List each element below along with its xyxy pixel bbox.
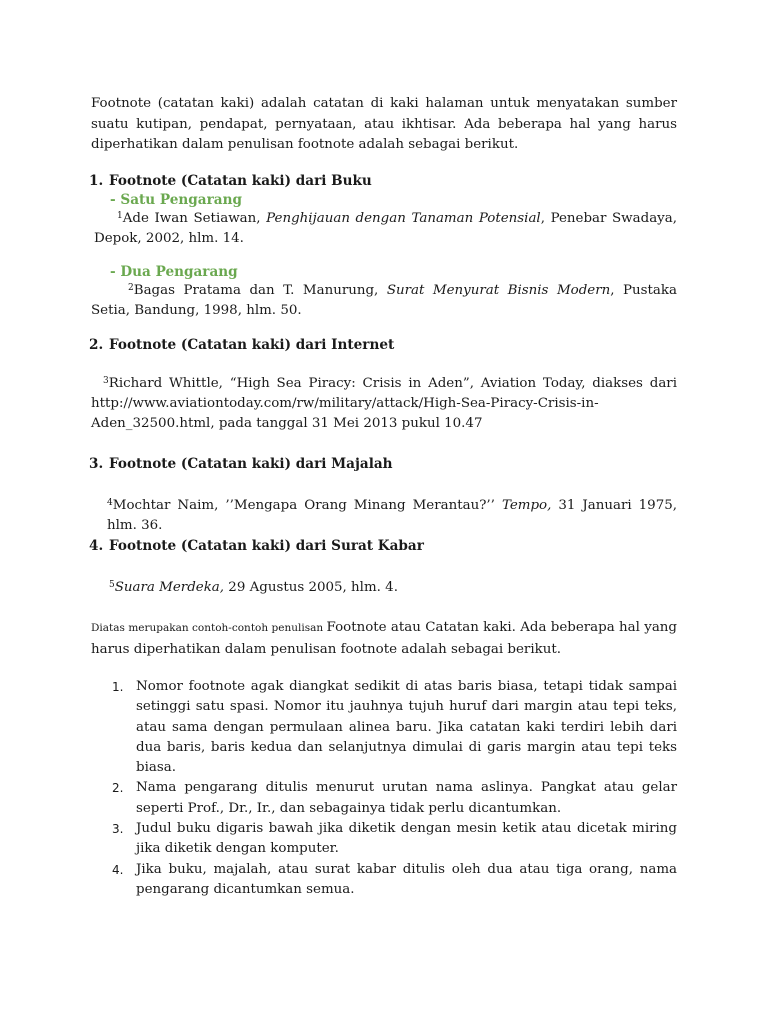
list-number: 2. — [112, 781, 124, 796]
list-item-text: Jika buku, majalah, atau surat kabar ditulis oleh dua atau tiga orang, nama pengarang dicantumkan semua. — [136, 861, 677, 897]
closing-text: Footnote atau Catatan kaki. Ada beberapa hal yang harus diperhatikan dalam penulisan footnote adalah sebagai berikut. — [91, 620, 678, 657]
section-number: 3. — [89, 456, 104, 472]
list-item — [91, 860, 677, 901]
section-title: Footnote (Catatan kaki) dari Surat Kabar — [109, 538, 424, 554]
footnote-details: , Penebar Swadaya, Depok, 2002, hlm. 14. — [94, 211, 677, 246]
closing-paragraph — [91, 617, 677, 660]
section-heading-newspaper — [89, 538, 424, 554]
section-number: 1. — [89, 173, 104, 189]
section-title: Footnote (Catatan kaki) dari Majalah — [109, 456, 393, 472]
subheading-single-author: - Satu Pengarang — [110, 192, 242, 208]
list-item-text: Judul buku digaris bawah jika diketik dengan mesin ketik atau dicetak miring jika diketik dengan komputer. — [136, 821, 677, 857]
list-item — [91, 819, 677, 860]
footnote-details: 29 Agustus 2005, hlm. 4. — [224, 580, 398, 595]
list-item-text: Nomor footnote agak diangkat sedikit di atas baris biasa, tetapi tidak sampai setinggi satu spasi. Nomor itu jauhnya tujuh huruf dari margin atau tepi teks, atau sama dengan permulaan alinea baru. Jika catatan kaki terdiri lebih dari dua baris, baris kedua dan selanjutnya dimulai di garis margin atau tepi teks biasa. — [136, 679, 677, 776]
subheading-two-authors: - Dua Pengarang — [110, 264, 238, 280]
section-title: Footnote (Catatan kaki) dari Buku — [109, 173, 372, 189]
footnote-number: 3 — [103, 376, 109, 386]
footnote-author: Bagas Pratama dan T. Manurung, — [133, 283, 387, 298]
section-heading-internet — [89, 337, 394, 353]
list-number: 3. — [112, 822, 124, 837]
footnote-text: Richard Whittle, “High Sea Piracy: Crisis in Aden”, Aviation Today, diakses dari http://www.aviationtoday.com/rw/military/attack/High-Sea-Piracy-Crisis-in-Aden_32500.html, pada tanggal 31 Mei 2013 pukul 10.47 — [91, 376, 677, 431]
footnote-title: Surat Menyurat Bisnis Modern — [386, 283, 611, 298]
footnote-2 — [91, 281, 677, 320]
section-title: Footnote (Catatan kaki) dari Internet — [109, 337, 395, 353]
footnote-1 — [94, 209, 677, 248]
list-item — [91, 778, 677, 819]
intro-paragraph: Footnote (catatan kaki) adalah catatan di kaki halaman untuk menyatakan sumber suatu kutipan, pendapat, pernyataan, atau ikhtisar. Ada beberapa hal yang harus diperhatikan dalam penulisan footnote adalah sebagai berikut. — [91, 96, 677, 152]
section-heading-magazine — [89, 456, 393, 472]
list-number: 1. — [112, 680, 124, 694]
footnote-title: Penghijauan dengan Tanaman Potensial — [266, 211, 541, 226]
list-item-text: Nama pengarang ditulis menurut urutan nama aslinya. Pangkat atau gelar seperti Prof., Dr., Ir., dan sebagainya tidak perlu dicantumkan. — [136, 780, 677, 816]
footnote-details: , Pustaka Setia, Bandung, 1998, hlm. 50. — [91, 283, 677, 318]
footnote-4 — [107, 496, 677, 535]
footnote-number: 2 — [128, 283, 134, 293]
section-number: 4. — [89, 538, 104, 554]
section-heading-book — [89, 173, 372, 189]
footnote-number: 4 — [107, 498, 113, 508]
footnote-3 — [91, 374, 677, 434]
footnote-author: Ade Iwan Setiawan, — [122, 211, 267, 226]
footnote-title: Suara Merdeka, — [114, 580, 225, 595]
footnote-number: 1 — [117, 211, 123, 221]
closing-lead-text: Diatas merupakan contoh-contoh penulisan — [91, 622, 327, 634]
footnote-5 — [109, 578, 677, 598]
footnote-author: Mochtar Naim, ’’Mengapa Orang Minang Merantau?’’ — [112, 498, 502, 513]
list-item — [91, 677, 677, 778]
footnote-number: 5 — [109, 580, 115, 590]
section-number: 2. — [89, 337, 104, 353]
footnote-title: Tempo, — [501, 498, 552, 513]
notes-list — [91, 677, 677, 900]
list-number: 4. — [112, 862, 124, 877]
footnote-details: 31 Januari 1975, hlm. 36. — [107, 498, 677, 533]
